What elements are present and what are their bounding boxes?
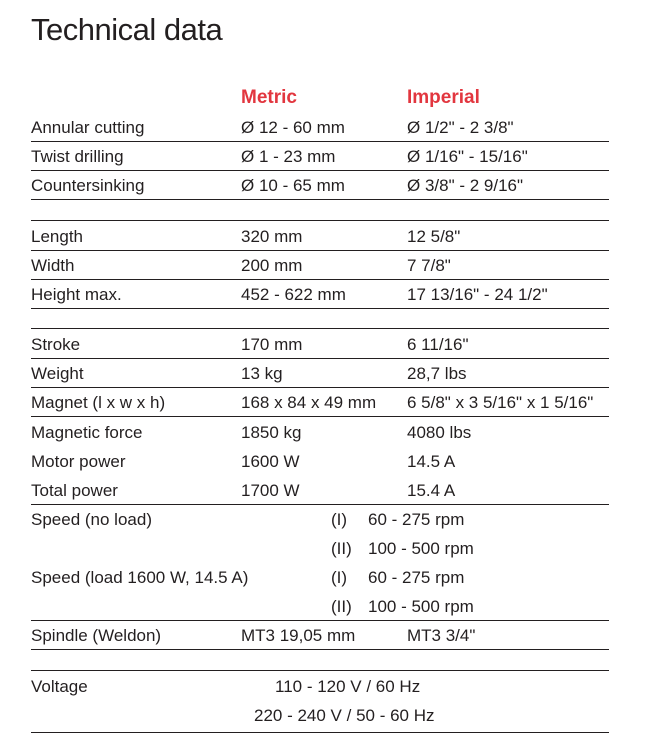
gear-label-1: (I) [331,510,348,529]
imperial-value-length: 12 5/8" [407,227,461,246]
gear-label-1: (I) [331,568,348,587]
metric-value-height: 452 - 622 mm [241,285,346,304]
row-divider [31,387,609,388]
metric-value-total-power: 1700 W [241,481,300,500]
imperial-value-total-power: 15.4 A [407,481,456,500]
speed-value: 100 - 500 rpm [368,597,474,616]
row-divider [31,141,609,142]
imperial-value-magnet: 6 5/8" x 3 5/16" x 1 5/16" [407,393,594,412]
imperial-value-spindle: MT3 3/4" [407,626,476,645]
metric-value-length: 320 mm [241,227,303,246]
imperial-value-countersinking: Ø 3/8" - 2 9/16" [407,176,524,195]
imperial-value-height: 17 13/16" - 24 1/2" [407,285,548,304]
row-label-twist-drilling: Twist drilling [31,147,124,166]
imperial-value-motor-power: 14.5 A [407,452,456,471]
metric-value-magnetic-force: 1850 kg [241,423,302,442]
metric-value-magnet: 168 x 84 x 49 mm [241,393,377,412]
metric-value-width: 200 mm [241,256,303,275]
row-label-speed-load: Speed (load 1600 W, 14.5 A) [31,568,249,587]
imperial-value-twist-drilling: Ø 1/16" - 15/16" [407,147,528,166]
imperial-value-weight: 28,7 lbs [407,364,467,383]
row-label-annular-cutting: Annular cutting [31,118,145,137]
imperial-value-width: 7 7/8" [407,256,451,275]
voltage-value: 220 - 240 V / 50 - 60 Hz [254,706,435,725]
row-divider [31,620,609,621]
gear-label-2: (II) [331,597,352,616]
row-label-motor-power: Motor power [31,452,126,471]
section-divider [31,220,609,221]
row-divider [31,358,609,359]
section-divider [31,328,609,329]
row-divider [31,504,609,505]
metric-value-spindle: MT3 19,05 mm [241,626,356,645]
imperial-column-header: Imperial [407,87,480,108]
metric-value-annular-cutting: Ø 12 - 60 mm [241,118,345,137]
row-label-total-power: Total power [31,481,118,500]
row-label-voltage: Voltage [31,677,88,696]
row-label-weight: Weight [31,364,84,383]
row-label-width: Width [31,256,75,275]
row-divider [31,649,609,650]
metric-value-twist-drilling: Ø 1 - 23 mm [241,147,336,166]
row-divider [31,250,609,251]
row-label-length: Length [31,227,83,246]
speed-value: 60 - 275 rpm [368,510,465,529]
row-label-countersinking: Countersinking [31,176,145,195]
imperial-value-magnetic-force: 4080 lbs [407,423,472,442]
metric-value-countersinking: Ø 10 - 65 mm [241,176,345,195]
imperial-value-annular-cutting: Ø 1/2" - 2 3/8" [407,118,514,137]
metric-column-header: Metric [241,87,297,108]
metric-value-weight: 13 kg [241,364,283,383]
row-divider [31,170,609,171]
speed-value: 100 - 500 rpm [368,539,474,558]
gear-label-2: (II) [331,539,352,558]
row-divider [31,308,609,309]
row-divider [31,732,609,733]
row-label-stroke: Stroke [31,335,81,354]
imperial-value-stroke: 6 11/16" [407,335,469,354]
row-label-spindle: Spindle (Weldon) [31,626,162,645]
row-label-magnet: Magnet (l x w x h) [31,393,166,412]
speed-value: 60 - 275 rpm [368,568,465,587]
row-label-speed-no-load: Speed (no load) [31,510,152,529]
page-title: Technical data [31,12,223,47]
metric-value-stroke: 170 mm [241,335,303,354]
voltage-value: 110 - 120 V / 60 Hz [275,677,421,696]
metric-value-motor-power: 1600 W [241,452,300,471]
row-label-height: Height max. [31,285,122,304]
row-divider [31,199,609,200]
row-label-magnetic-force: Magnetic force [31,423,143,442]
row-divider [31,279,609,280]
section-divider [31,670,609,671]
row-divider [31,416,609,417]
